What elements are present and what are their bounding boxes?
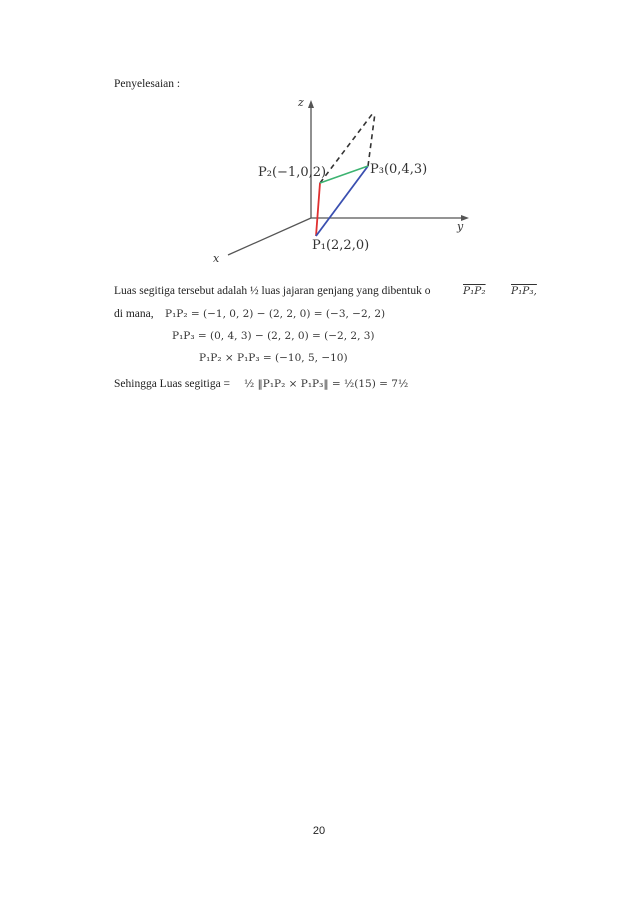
heading: Penyelesaian : — [114, 78, 181, 90]
y-axis-label: y — [457, 220, 464, 233]
p3-label: P₃(0,4,3) — [370, 162, 428, 177]
conclusion-label: Sehingga Luas segitiga = — [114, 378, 231, 390]
p1-label: P₁(2,2,0) — [312, 238, 370, 253]
z-axis-arrow — [308, 100, 314, 108]
dashed-edge-p3 — [368, 113, 375, 166]
x-axis-label: x — [213, 252, 220, 265]
equation-p1p3: P₁P₃ = (0, 4, 3) − (2, 2, 0) = (−2, 2, 3) — [172, 330, 375, 342]
x-axis — [228, 218, 311, 255]
vector-p1p2-inline: P₁P₂ — [463, 285, 486, 297]
equation-cross-product: P₁P₂ × P₁P₃ = (−10, 5, −10) — [199, 352, 348, 364]
equation-p1p2: P₁P₂ = (−1, 0, 2) − (2, 2, 0) = (−3, −2, 2) — [165, 308, 386, 320]
vector-p1p2 — [316, 183, 320, 236]
vector-p1p3-inline: P₁P₃, — [511, 285, 537, 297]
p2-label: P₂(−1,0,2) — [258, 165, 327, 180]
page-number: 20 — [312, 825, 326, 837]
paragraph-intro: Luas segitiga tersebut adalah ½ luas jajaran genjang yang dibentuk o — [114, 285, 431, 297]
dimana-label: di mana, — [114, 308, 154, 320]
dashed-edge-p2 — [320, 113, 373, 183]
z-axis-label: z — [298, 96, 304, 109]
conclusion-formula: ½ ‖P₁P₂ × P₁P₃‖ = ½(15) = 7½ — [244, 378, 409, 390]
